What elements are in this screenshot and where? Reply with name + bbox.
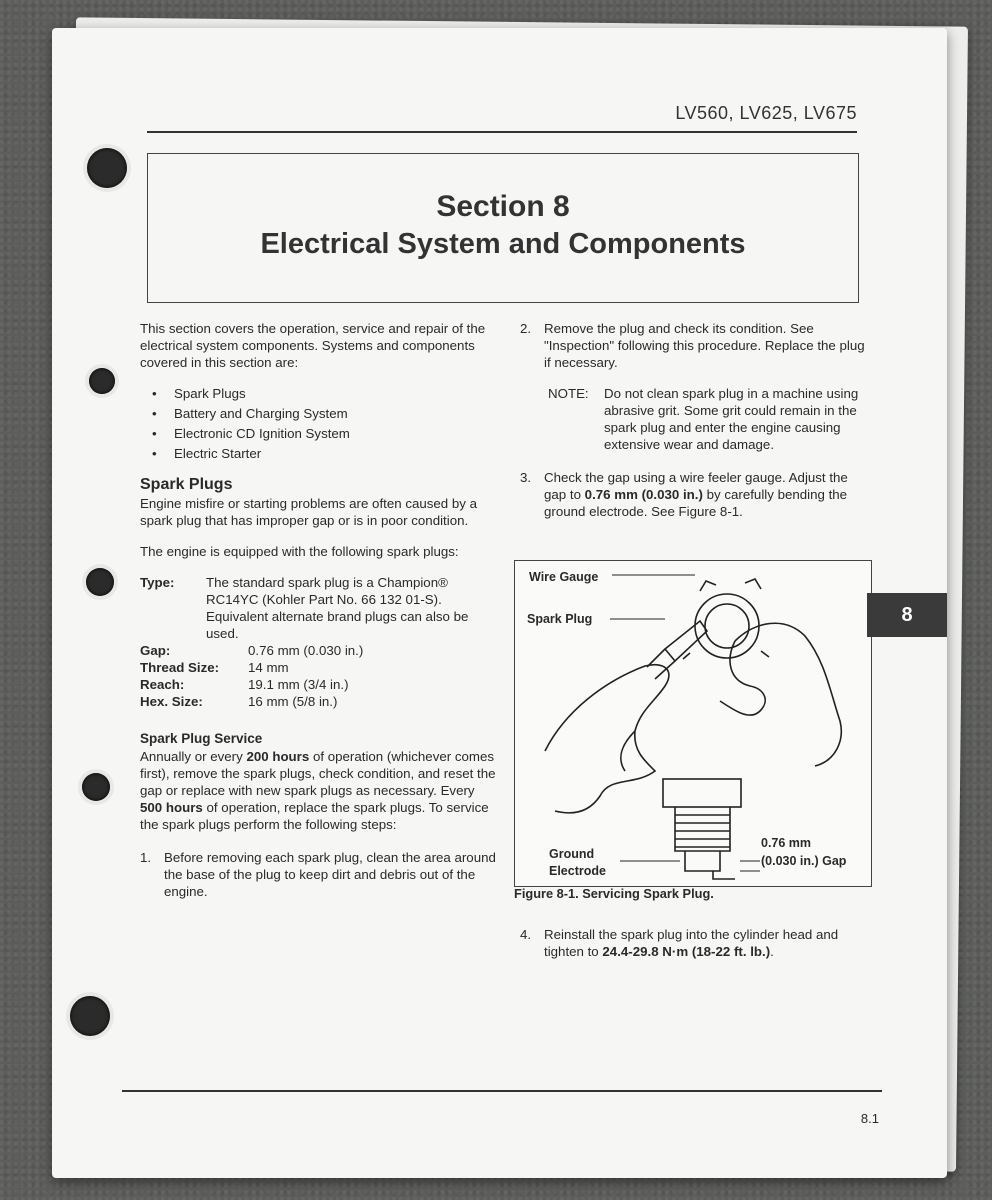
type-label: Type: — [140, 575, 175, 590]
step-text: Before removing each spark plug, clean the area around the base of the plug to keep dirt and debris out of the engine. — [164, 850, 496, 899]
step-text-part: by carefully bending the ground electrode. See Figure 8-1. — [544, 487, 848, 519]
label-gap-in: (0.030 in.) Gap — [761, 854, 847, 868]
type-row — [140, 574, 500, 642]
step-4 — [520, 926, 870, 960]
label-electrode: Electrode — [549, 864, 606, 878]
step-text-part: Check the gap using a wire feeler gauge. Adjust the gap to — [544, 470, 848, 502]
right-column — [520, 320, 870, 520]
spec-label: Hex. Size: — [140, 694, 203, 709]
figure-spark-plug — [514, 560, 872, 887]
spec-row — [140, 676, 500, 693]
spark-plugs-equipped: The engine is equipped with the following spark plugs: — [140, 544, 459, 559]
spec-value: 14 mm — [248, 660, 289, 675]
plug-body — [665, 621, 707, 661]
step-number: 2. — [520, 321, 532, 336]
intro-paragraph: This section covers the operation, service and repair of the electrical system components. Systems and components covered in this section are: — [140, 321, 486, 370]
service-heading: Spark Plug Service — [140, 731, 263, 746]
section-tab: 8 — [867, 593, 947, 637]
spec-value: 19.1 mm (3/4 in.) — [248, 677, 349, 692]
page-number: 8.1 — [860, 1111, 879, 1126]
service-text: of operation (whichever comes first), remove the spark plugs, check condition, and reset the gap or replace with new spark plugs as necessary. Every — [140, 749, 496, 798]
service-paragraph — [140, 748, 500, 833]
step-text-part: . — [770, 944, 774, 959]
model-header: LV560, LV625, LV675 — [675, 103, 857, 123]
step-3 — [520, 469, 870, 520]
step-1 — [140, 849, 500, 900]
section-number: Section 8 — [436, 190, 570, 223]
binder-hole — [86, 568, 114, 596]
step-text-part: Reinstall the spark plug into the cylinder head and tighten to — [544, 927, 839, 959]
figure-caption: Figure 8-1. Servicing Spark Plug. — [514, 886, 714, 901]
left-hand — [545, 665, 669, 813]
binder-hole — [89, 368, 115, 394]
header-rule — [147, 131, 857, 133]
list-item: • Electronic CD Ignition System — [150, 425, 500, 442]
spec-row — [140, 642, 500, 659]
step-text: Remove the plug and check its condition. See "Inspection" following this procedure. Replace the plug if necessary. — [544, 321, 865, 370]
gap-spec: 0.76 mm (0.030 in.) — [584, 487, 703, 502]
ground-electrode — [713, 871, 735, 879]
spark-plugs-heading: Spark Plugs — [140, 476, 233, 493]
spec-value: 0.76 mm (0.030 in.) — [248, 643, 364, 658]
label-wire-gauge: Wire Gauge — [529, 570, 599, 584]
type-value: The standard spark plug is a Champion® RC14YC (Kohler Part No. 66 132 01-S). Equivalent alternate brand plugs can also be used. — [206, 575, 469, 641]
list-item: • Battery and Charging System — [150, 405, 500, 422]
note-label: NOTE: — [548, 386, 589, 401]
step-text — [544, 469, 870, 520]
step-text — [544, 926, 870, 960]
section-title: Electrical System and Components — [260, 228, 746, 260]
service-hours-500: 500 hours — [140, 800, 203, 815]
plug-threads — [675, 807, 730, 851]
service-hours-200: 200 hours — [246, 749, 310, 764]
spec-row — [140, 659, 500, 676]
step-2 — [520, 320, 870, 371]
right-column-lower — [520, 926, 870, 960]
spec-row — [140, 693, 500, 710]
step-number: 4. — [520, 927, 532, 942]
component-list — [150, 385, 500, 462]
note-block — [520, 385, 870, 453]
service-text: of operation, replace the spark plugs. To service the spark plugs perform the following steps: — [140, 800, 489, 832]
spec-label: Thread Size: — [140, 660, 220, 675]
step-number: 3. — [520, 470, 532, 485]
binder-hole — [82, 773, 110, 801]
spec-value: 16 mm (5/8 in.) — [248, 694, 338, 709]
step-number: 1. — [140, 850, 152, 865]
spec-label: Gap: — [140, 643, 171, 658]
binder-hole — [87, 148, 127, 188]
footer-rule — [122, 1090, 882, 1092]
spec-label: Reach: — [140, 677, 185, 692]
label-spark-plug: Spark Plug — [527, 612, 593, 626]
spark-plug-specs — [140, 574, 500, 710]
service-text: Annually or every — [140, 749, 247, 764]
left-column — [140, 320, 500, 900]
manual-page — [52, 28, 947, 1178]
section-title-box — [147, 153, 859, 303]
note-text: Do not clean spark plug in a machine using abrasive grit. Some grit could remain in the spark plug and enter the engine causing extensive wear and damage. — [604, 386, 859, 452]
label-ground: Ground — [549, 847, 595, 861]
binder-hole — [70, 996, 110, 1036]
torque-spec: 24.4-29.8 N·m (18-22 ft. lb.) — [602, 944, 771, 959]
spark-plugs-para: Engine misfire or starting problems are often caused by a spark plug that has improper gap or is in poor condition. — [140, 496, 478, 528]
label-gap-mm: 0.76 mm — [761, 836, 812, 850]
list-item: • Electric Starter — [150, 445, 500, 462]
spark-plug-illustration — [515, 561, 871, 886]
list-item: • Spark Plugs — [150, 385, 500, 402]
wire-gauge-inner — [705, 604, 749, 648]
leader-gap — [740, 861, 760, 871]
plug-hex — [663, 779, 741, 807]
